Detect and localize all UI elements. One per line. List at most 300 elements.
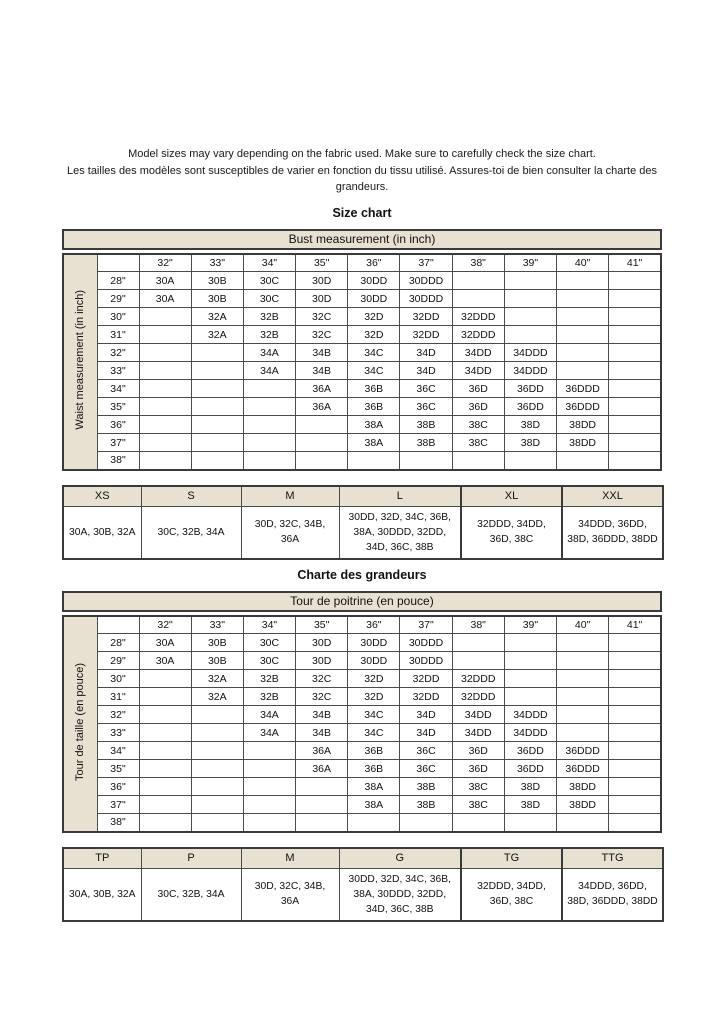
size-group-values: 30A, 30B, 32A [63,507,141,559]
bra-size-cell [609,688,661,706]
bra-size-cell [296,416,348,434]
bra-size-cell: 36C [400,760,452,778]
bust-waist-size-table-english [62,253,662,471]
bra-size-cell [609,380,661,398]
size-group-values: 32DDD, 34DD, 36D, 38C [461,869,562,921]
bra-size-cell: 36DD [504,742,556,760]
measurement-row [63,814,661,832]
bra-size-cell [609,416,661,434]
bra-size-cell: 36DDD [557,398,609,416]
size-group-table-french [62,847,664,922]
size-group-values: 30D, 32C, 34B, 36A [241,507,339,559]
bra-size-cell: 38B [400,416,452,434]
measurement-row [63,434,661,452]
measurement-row [63,344,661,362]
size-group-values: 30DD, 32D, 34C, 36B, 38A, 30DDD, 32DD, 34D, 36C, 38B [339,869,461,921]
size-group-values: 30A, 30B, 32A [63,869,141,921]
bra-size-cell [504,670,556,688]
bra-size-cell: 30DDD [400,272,452,290]
size-group-values: 30C, 32B, 34A [141,507,241,559]
bra-size-cell: 36A [296,760,348,778]
measurement-row [63,652,661,670]
bra-size-cell: 38DD [557,416,609,434]
waist-row-header: 30" [97,670,139,688]
bra-size-cell [609,670,661,688]
bra-size-cell [139,796,191,814]
waist-row-header: 34" [97,380,139,398]
bra-size-cell: 38A [348,778,400,796]
bra-size-cell [191,344,243,362]
bra-size-cell [452,652,504,670]
bra-size-cell [139,742,191,760]
bra-size-cell [609,344,661,362]
waist-row-header: 28" [97,272,139,290]
bust-col-header: 38" [452,616,504,634]
measurement-row [63,398,661,416]
bra-size-cell: 32DDD [452,670,504,688]
bra-size-cell: 36DDD [557,380,609,398]
bra-size-cell [243,416,295,434]
bra-size-cell [191,706,243,724]
measurement-row [63,290,661,308]
bra-size-cell: 34C [348,724,400,742]
bra-size-cell: 34DD [452,344,504,362]
bra-size-cell: 34D [400,706,452,724]
bra-size-cell: 36A [296,398,348,416]
bra-size-cell: 32DDD [452,326,504,344]
waist-axis-label-text: Waist measurement (in inch) [73,290,86,430]
size-group-header: TG [461,848,562,869]
bust-col-header: 41" [609,616,661,634]
waist-row-header: 34" [97,742,139,760]
bra-size-cell [191,362,243,380]
measurement-row [63,362,661,380]
size-group-values-row [63,869,663,921]
bra-size-cell [609,814,661,832]
waist-row-header: 37" [97,434,139,452]
bra-size-cell: 38DD [557,434,609,452]
bra-size-cell: 34A [243,344,295,362]
bra-size-cell: 32DD [400,308,452,326]
bra-size-cell [139,724,191,742]
bra-size-cell: 30D [296,652,348,670]
measurement-row [63,796,661,814]
bra-size-cell [139,778,191,796]
size-group-header-row [63,848,663,869]
bra-size-cell [139,706,191,724]
measurement-row [63,760,661,778]
bra-size-cell [243,434,295,452]
bust-col-header: 33" [191,616,243,634]
size-group-values: 30D, 32C, 34B, 36A [241,869,339,921]
bust-measurement-header-english: Bust measurement (in inch) [62,229,662,250]
bust-col-header: 36" [348,254,400,272]
bra-size-cell [452,272,504,290]
bra-size-cell: 34DDD [504,724,556,742]
bra-size-cell [452,290,504,308]
bra-size-cell: 36A [296,742,348,760]
waist-axis-label [63,616,97,832]
bra-size-cell [296,778,348,796]
bra-size-cell [191,796,243,814]
bra-size-cell [243,380,295,398]
bra-size-cell [139,344,191,362]
measurement-row [63,634,661,652]
size-group-values-row [63,507,663,559]
bra-size-cell: 38C [452,416,504,434]
size-group-header: M [241,848,339,869]
bra-size-cell: 32C [296,670,348,688]
bra-size-cell: 38DD [557,796,609,814]
bra-size-cell: 30DD [348,272,400,290]
corner-cell [97,254,139,272]
bra-size-cell: 30A [139,652,191,670]
bra-size-cell: 36D [452,760,504,778]
measurement-row [63,724,661,742]
bra-size-cell [191,814,243,832]
bra-size-cell [504,308,556,326]
size-group-header: TTG [562,848,663,869]
bra-size-cell: 34A [243,706,295,724]
bra-size-cell: 30B [191,272,243,290]
bust-col-header: 34" [243,616,295,634]
bra-size-cell: 32D [348,670,400,688]
bra-size-cell: 32B [243,308,295,326]
section-size-chart-french [62,568,662,922]
bra-size-cell: 34DDD [504,344,556,362]
waist-row-header: 28" [97,634,139,652]
bra-size-cell: 34D [400,362,452,380]
bra-size-cell [191,724,243,742]
waist-row-header: 33" [97,362,139,380]
bra-size-cell [504,652,556,670]
bust-col-header: 32" [139,616,191,634]
bra-size-cell: 34DD [452,724,504,742]
bra-size-cell [557,670,609,688]
bra-size-cell [243,796,295,814]
bra-size-cell: 32B [243,688,295,706]
bra-size-cell [348,814,400,832]
bust-col-header: 40" [557,616,609,634]
waist-row-header: 37" [97,796,139,814]
bra-size-cell: 32A [191,308,243,326]
bra-size-cell: 34A [243,724,295,742]
size-group-header: M [241,486,339,507]
measurement-row [63,308,661,326]
size-group-header: S [141,486,241,507]
bra-size-cell [296,814,348,832]
bra-size-cell: 34D [400,724,452,742]
bra-size-cell: 36DDD [557,760,609,778]
waist-row-header: 38" [97,814,139,832]
waist-row-header: 33" [97,724,139,742]
bra-size-cell: 36B [348,380,400,398]
waist-row-header: 38" [97,452,139,470]
bra-size-cell: 32B [243,670,295,688]
bra-size-cell: 36D [452,380,504,398]
bra-size-cell [191,742,243,760]
bra-size-cell: 34DDD [504,362,556,380]
bra-size-cell [609,778,661,796]
waist-axis-label-text: Tour de taille (en pouce) [73,662,86,781]
bra-size-cell: 32DD [400,326,452,344]
bust-col-header: 41" [609,254,661,272]
bra-size-cell: 36B [348,742,400,760]
bra-size-cell: 36D [452,398,504,416]
bra-size-cell: 38A [348,796,400,814]
bust-col-header: 34" [243,254,295,272]
bra-size-cell [191,380,243,398]
bra-size-cell [557,634,609,652]
size-group-header-row [63,486,663,507]
bra-size-cell [609,434,661,452]
bra-size-cell: 36DD [504,380,556,398]
bra-size-cell: 32A [191,688,243,706]
bra-size-cell [609,326,661,344]
bra-size-cell [504,814,556,832]
bra-size-cell: 38B [400,778,452,796]
bra-size-cell [243,398,295,416]
bra-size-cell [609,652,661,670]
bra-size-cell: 38C [452,796,504,814]
bra-size-cell: 30C [243,634,295,652]
bra-size-cell: 36C [400,742,452,760]
bra-size-cell: 30DD [348,290,400,308]
bra-size-cell: 34C [348,362,400,380]
waist-row-header: 36" [97,778,139,796]
measurement-row [63,670,661,688]
bra-size-cell [191,778,243,796]
bra-size-cell: 34C [348,344,400,362]
bra-size-cell: 30DDD [400,634,452,652]
waist-row-header: 31" [97,326,139,344]
bra-size-cell: 38B [400,434,452,452]
bra-size-cell [243,452,295,470]
bra-size-cell [452,634,504,652]
bra-size-cell [609,272,661,290]
waist-row-header: 35" [97,760,139,778]
bra-size-cell [139,416,191,434]
bra-size-cell [139,380,191,398]
bra-size-cell [609,452,661,470]
measurement-row [63,416,661,434]
size-group-values: 30DD, 32D, 34C, 36B, 38A, 30DDD, 32DD, 34D, 36C, 38B [339,507,461,559]
bra-size-cell: 30DDD [400,290,452,308]
size-group-header: TP [63,848,141,869]
bra-size-cell [609,796,661,814]
bra-size-cell: 38A [348,434,400,452]
measurement-row [63,778,661,796]
bra-size-cell: 30A [139,272,191,290]
intro-text-french: Les tailles des modèles sont susceptibles de varier en fonction du tissu utilisé. Assures-toi de bien consulter la charte des grandeurs. [66,164,658,193]
bra-size-cell: 32DD [400,688,452,706]
bra-size-cell: 30B [191,290,243,308]
bust-column-header-row [63,254,661,272]
bra-size-cell [609,760,661,778]
intro-text-english: Model sizes may vary depending on the fabric used. Make sure to carefully check the size chart. [128,148,596,160]
waist-row-header: 32" [97,344,139,362]
bra-size-cell: 30A [139,634,191,652]
bra-size-cell [139,326,191,344]
bra-size-cell [191,760,243,778]
bra-size-cell: 34B [296,706,348,724]
bra-size-cell: 32DD [400,670,452,688]
bust-col-header: 32" [139,254,191,272]
bra-size-cell: 34DD [452,362,504,380]
size-group-header: XXL [562,486,663,507]
bra-size-cell: 38D [504,778,556,796]
bra-size-cell [139,308,191,326]
bra-size-cell [139,670,191,688]
bust-measurement-header-french: Tour de poitrine (en pouce) [62,591,662,612]
measurement-row [63,742,661,760]
bra-size-cell: 36DD [504,398,556,416]
waist-row-header: 29" [97,652,139,670]
bra-size-cell: 32C [296,308,348,326]
bra-size-cell [191,434,243,452]
bra-size-cell [557,362,609,380]
bra-size-cell: 30C [243,290,295,308]
bra-size-cell: 30DD [348,634,400,652]
bra-size-cell: 38B [400,796,452,814]
bra-size-cell [557,652,609,670]
bra-size-cell: 30D [296,634,348,652]
bra-size-cell [243,814,295,832]
waist-row-header: 29" [97,290,139,308]
measurement-row [63,706,661,724]
bra-size-cell [609,742,661,760]
bra-size-cell [139,434,191,452]
bra-size-cell: 38D [504,416,556,434]
bra-size-cell [557,308,609,326]
bra-size-cell [609,308,661,326]
waist-row-header: 31" [97,688,139,706]
size-group-table-english [62,485,664,560]
bra-size-cell: 38D [504,796,556,814]
bra-size-cell [504,634,556,652]
bra-size-cell: 36DD [504,760,556,778]
bust-col-header: 35" [296,616,348,634]
bra-size-cell: 34D [400,344,452,362]
bust-col-header: 39" [504,254,556,272]
section-title-french: Charte des grandeurs [297,567,427,582]
bra-size-cell: 32D [348,688,400,706]
size-group-header: XS [63,486,141,507]
bra-size-cell: 32D [348,308,400,326]
bra-size-cell [504,452,556,470]
waist-row-header: 30" [97,308,139,326]
measurement-row [63,272,661,290]
waist-axis-label [63,254,97,470]
bra-size-cell [139,398,191,416]
bust-col-header: 37" [400,616,452,634]
size-group-values: 30C, 32B, 34A [141,869,241,921]
bra-size-cell: 30A [139,290,191,308]
size-group-values: 34DDD, 36DD, 38D, 36DDD, 38DD [562,507,663,559]
bra-size-cell [609,398,661,416]
measurement-row [63,380,661,398]
measurement-row [63,452,661,470]
bra-size-cell [557,706,609,724]
bra-size-cell: 30DD [348,652,400,670]
measurement-row [63,326,661,344]
bra-size-cell: 38D [504,434,556,452]
bra-size-cell [504,290,556,308]
bra-size-cell: 36DDD [557,742,609,760]
bra-size-cell: 30C [243,652,295,670]
bra-size-cell: 30D [296,290,348,308]
bra-size-cell [139,814,191,832]
measurement-row [63,688,661,706]
size-group-values: 34DDD, 36DD, 38D, 36DDD, 38DD [562,869,663,921]
bra-size-cell: 36B [348,398,400,416]
waist-row-header: 35" [97,398,139,416]
bra-size-cell [557,452,609,470]
bra-size-cell: 32DDD [452,308,504,326]
size-group-values: 32DDD, 34DD, 36D, 38C [461,507,562,559]
bra-size-cell [191,452,243,470]
bra-size-cell [139,760,191,778]
bra-size-cell: 32B [243,326,295,344]
bra-size-cell: 36C [400,380,452,398]
bra-size-cell: 34DDD [504,706,556,724]
bra-size-cell: 38DD [557,778,609,796]
bra-size-cell: 38A [348,416,400,434]
bust-waist-size-table-french [62,615,662,833]
bra-size-cell: 34B [296,724,348,742]
section-title-english: Size chart [332,205,392,220]
bust-col-header: 33" [191,254,243,272]
bra-size-cell: 32D [348,326,400,344]
bra-size-cell: 36B [348,760,400,778]
bra-size-cell [504,326,556,344]
bra-size-cell: 36C [400,398,452,416]
bra-size-cell [452,452,504,470]
bra-size-cell [139,362,191,380]
bra-size-cell: 34C [348,706,400,724]
bra-size-cell: 32A [191,670,243,688]
bra-size-cell: 36A [296,380,348,398]
bra-size-cell: 38C [452,778,504,796]
bra-size-cell: 30B [191,652,243,670]
waist-row-header: 36" [97,416,139,434]
bra-size-cell: 32C [296,688,348,706]
bra-size-cell: 34A [243,362,295,380]
corner-cell [97,616,139,634]
bra-size-cell: 36D [452,742,504,760]
bra-size-cell [557,290,609,308]
section-size-chart-english [62,206,662,560]
size-group-header: L [339,486,461,507]
bra-size-cell: 34B [296,362,348,380]
bra-size-cell [504,272,556,290]
bra-size-cell: 34DD [452,706,504,724]
bust-col-header: 40" [557,254,609,272]
bra-size-cell [504,688,556,706]
bra-size-cell: 38C [452,434,504,452]
bra-size-cell [609,290,661,308]
bra-size-cell [296,452,348,470]
bra-size-cell [191,416,243,434]
bra-size-cell [557,272,609,290]
bra-size-cell [609,634,661,652]
bra-size-cell [296,434,348,452]
bra-size-cell: 32A [191,326,243,344]
bra-size-cell [243,742,295,760]
bra-size-cell [557,326,609,344]
bust-col-header: 36" [348,616,400,634]
bust-col-header: 39" [504,616,556,634]
